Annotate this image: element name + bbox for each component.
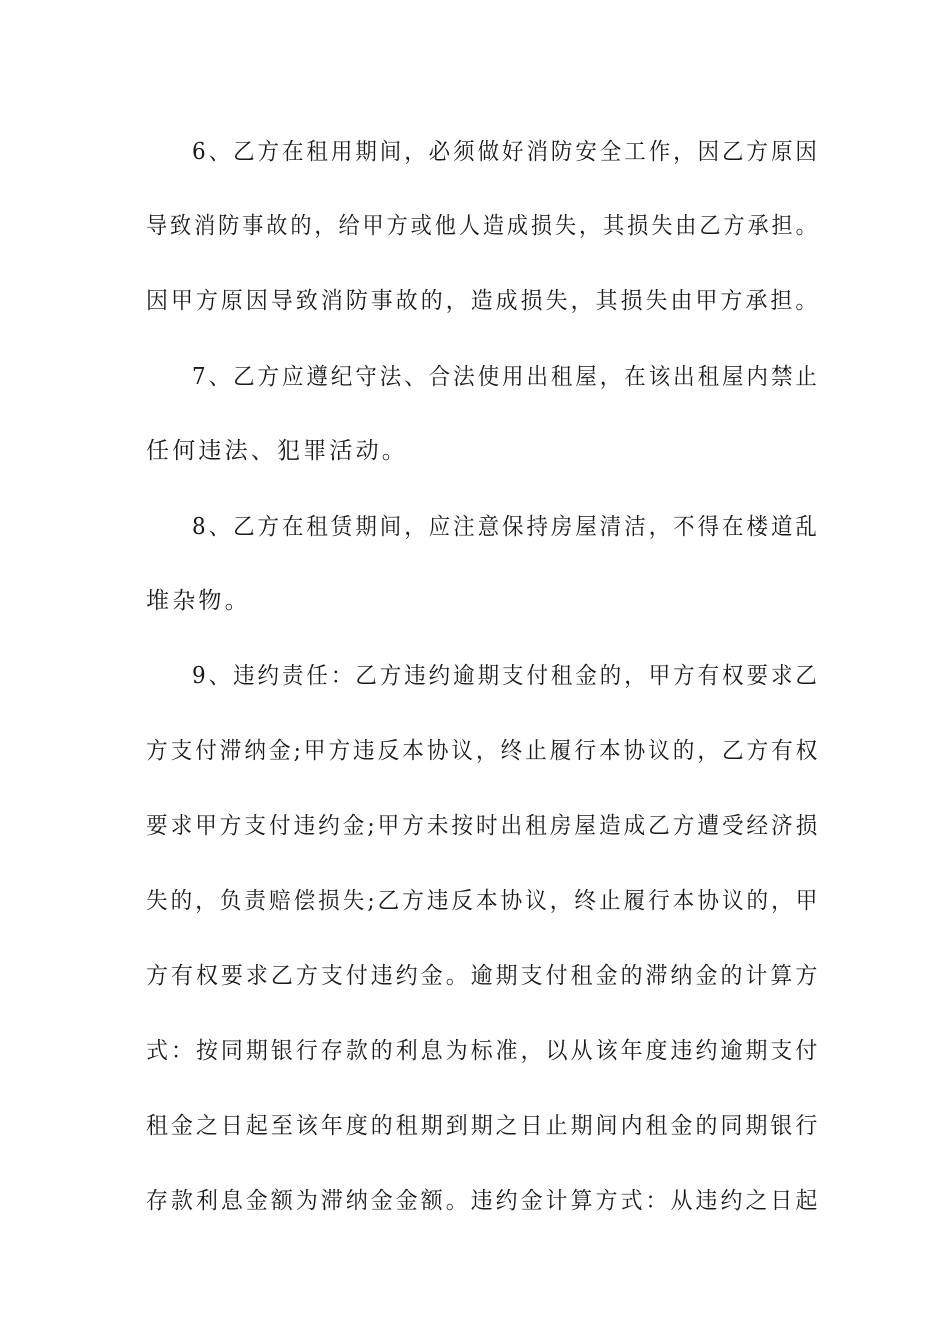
clause-9-line-3: 要求甲方支付违约金;甲方未按时出租房屋造成乙方遭受经济损 [146,813,821,839]
clause-6-line-3: 因甲方原因导致消防事故的，造成损失，其损失由甲方承担。 [146,288,821,314]
clause-8-line-1: 8、乙方在租赁期间，应注意保持房屋清洁，不得在楼道乱 [192,514,820,540]
clause-9-line-7: 租金之日起至该年度的租期到期之日止期间内租金的同期银行 [146,1113,821,1139]
clause-9-line-6: 式：按同期银行存款的利息为标准，以从该年度违约逾期支付 [146,1038,821,1064]
clause-9-line-8: 存款利息金额为滞纳金金额。违约金计算方式：从违约之日起 [146,1188,821,1214]
clause-9-line-4: 失的，负责赔偿损失;乙方违反本协议，终止履行本协议的，甲 [146,888,821,914]
clause-9-line-5: 方有权要求乙方支付违约金。逾期支付租金的滞纳金的计算方 [146,963,821,989]
clause-9-line-2: 方支付滞纳金;甲方违反本协议，终止履行本协议的，乙方有权 [146,738,821,764]
clause-8-line-2: 堆杂物。 [146,588,251,614]
clause-9-line-1: 9、违约责任：乙方违约逾期支付租金的，甲方有权要求乙 [192,663,820,689]
clause-7-line-1: 7、乙方应遵纪守法、合法使用出租屋，在该出租屋内禁止 [192,364,820,390]
clause-7-line-2: 任何违法、犯罪活动。 [146,438,408,464]
clause-6-line-2: 导致消防事故的，给甲方或他人造成损失，其损失由乙方承担。 [146,213,820,239]
clause-6-line-1: 6、乙方在租用期间，必须做好消防安全工作，因乙方原因 [192,139,820,165]
